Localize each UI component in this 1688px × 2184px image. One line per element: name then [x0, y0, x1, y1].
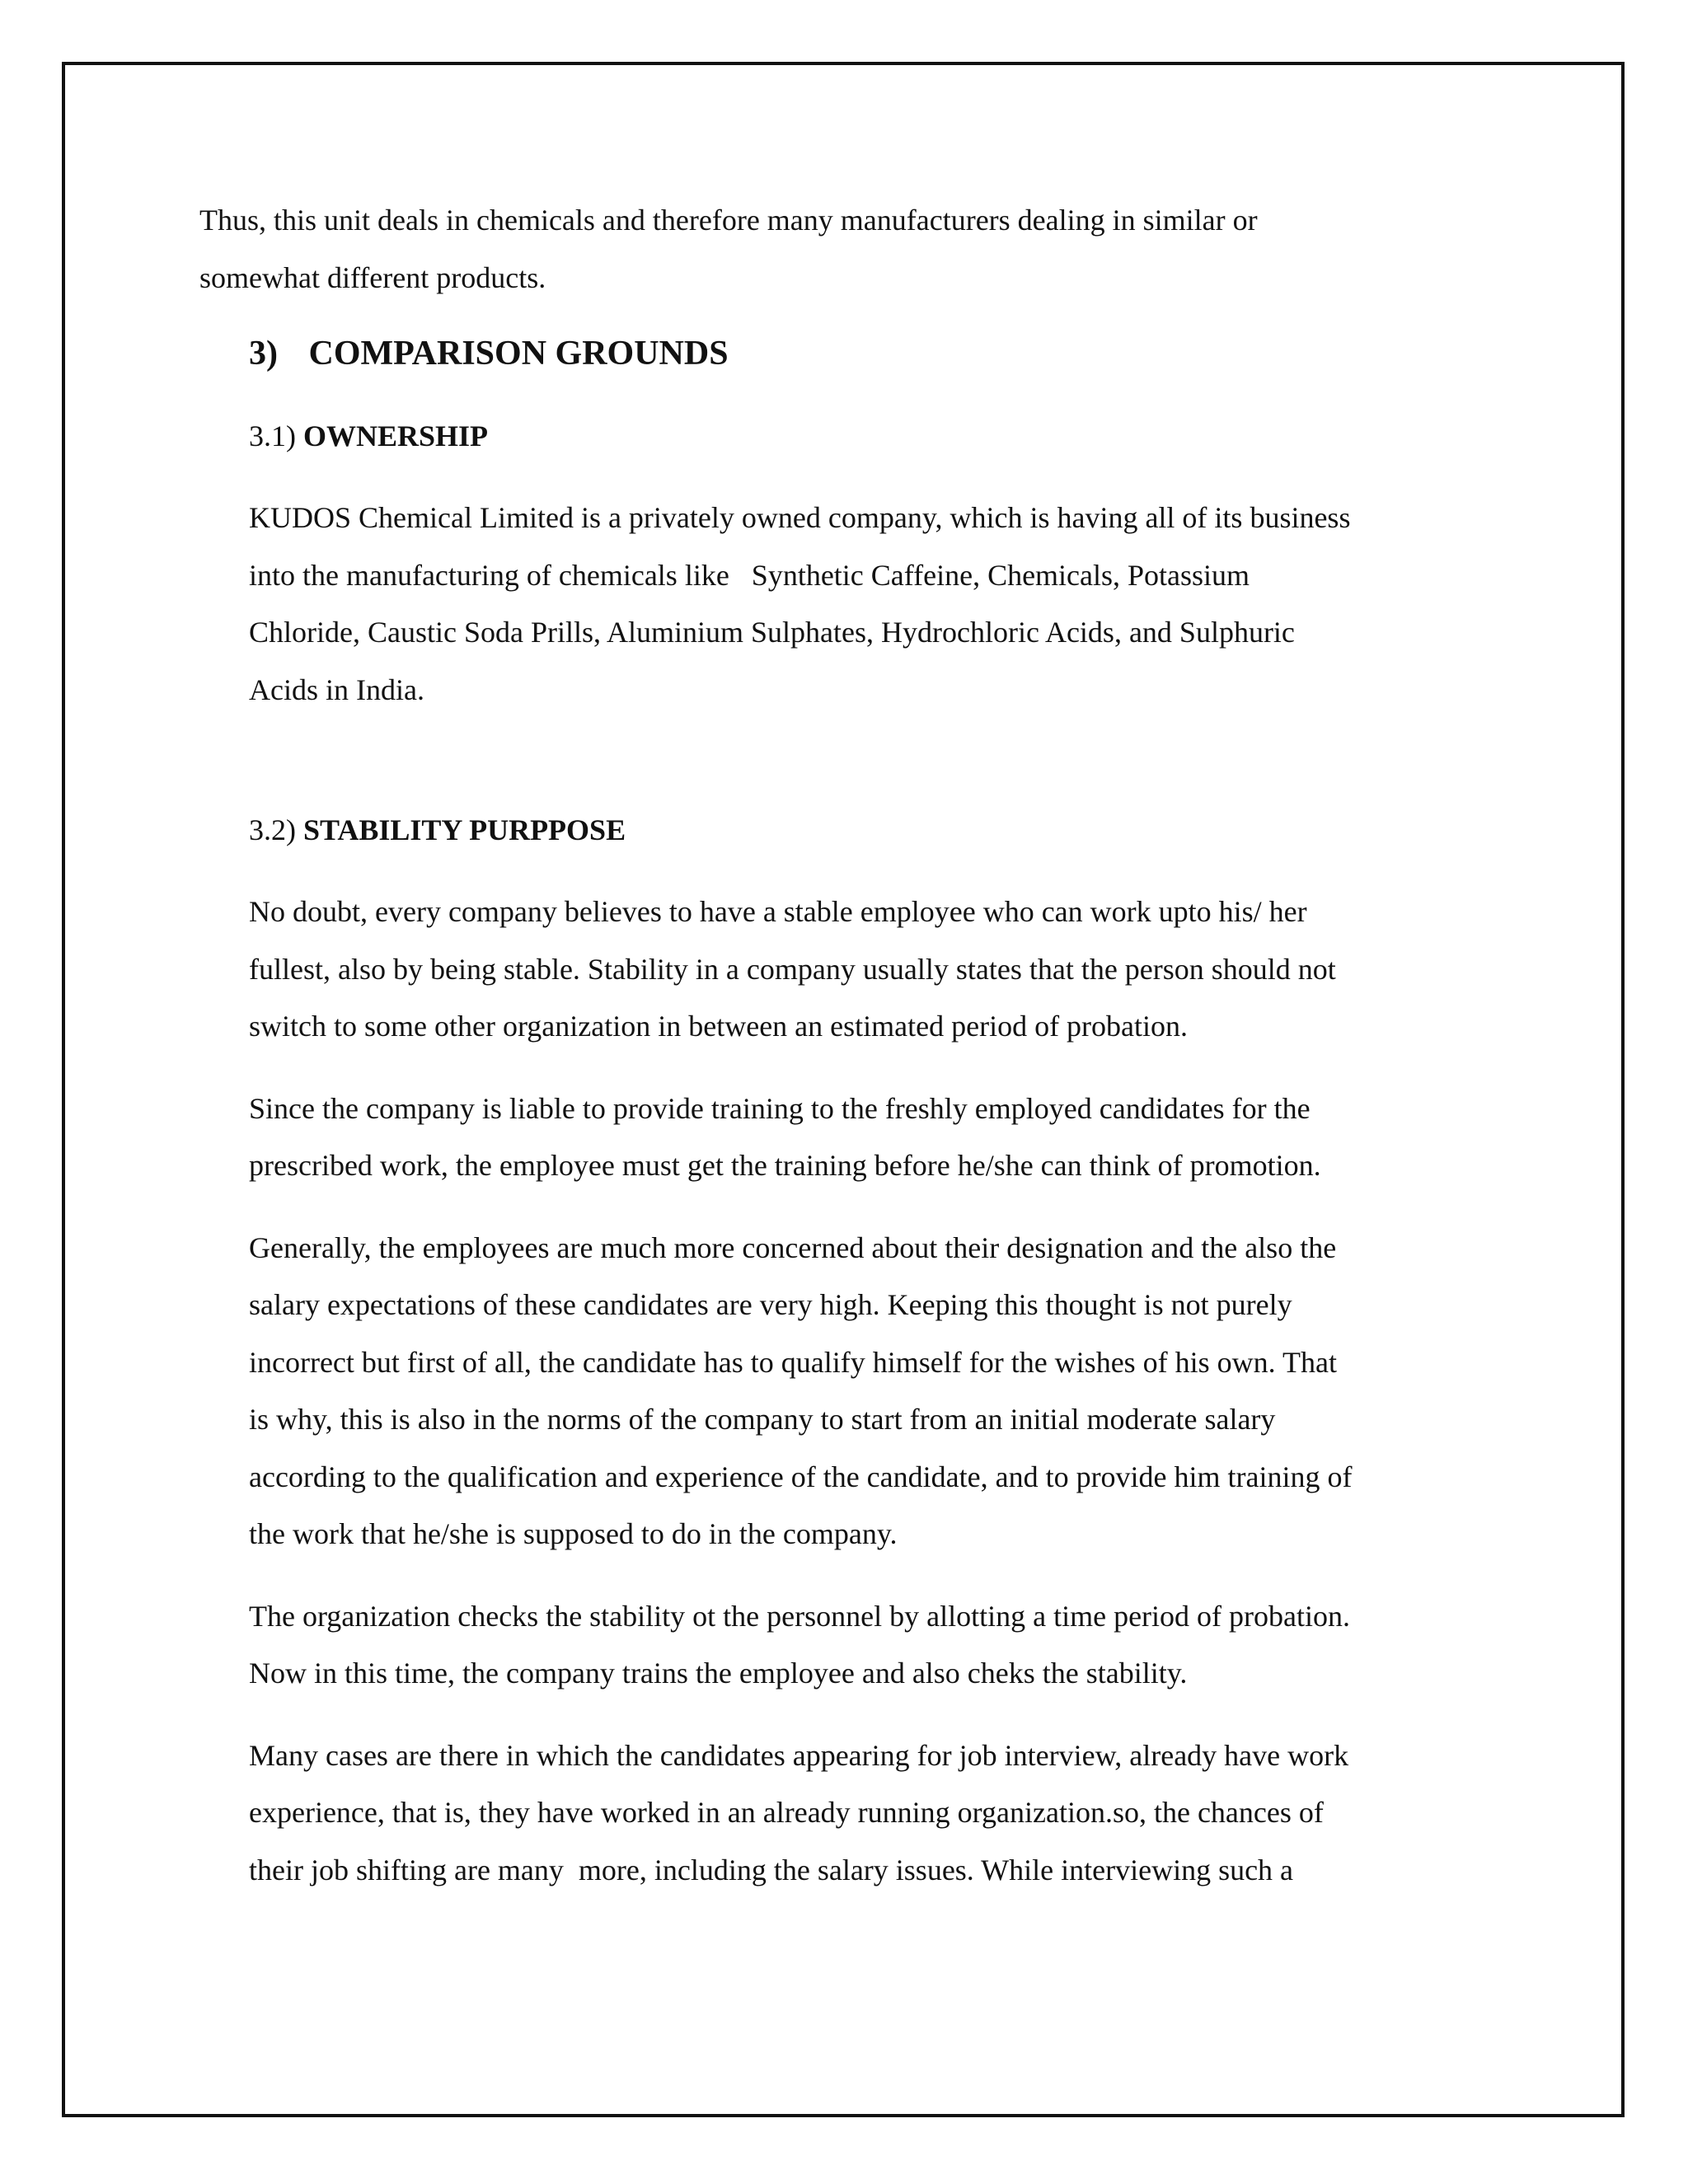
text-line: into the manufacturing of chemicals like Synthetic Caffeine, Chemicals, Potassium — [249, 558, 1250, 592]
stability-paragraph-1 — [249, 883, 1518, 1056]
text-line: fullest, also by being stable. Stability in a company usually states that the person should not — [249, 952, 1336, 986]
subsection-stability — [249, 801, 1518, 1899]
ownership-paragraph — [249, 490, 1518, 719]
subheading-stability — [249, 801, 1518, 859]
section-heading — [249, 325, 1518, 382]
subheading-title: OWNERSHIP — [303, 419, 489, 452]
stability-paragraph-3 — [249, 1220, 1518, 1563]
text-line: the work that he/she is supposed to do in the company. — [249, 1517, 898, 1550]
stability-paragraph-2 — [249, 1080, 1518, 1195]
section-number: 3) — [249, 335, 278, 373]
stability-paragraph-5 — [249, 1727, 1518, 1900]
stability-paragraph-4 — [249, 1588, 1518, 1703]
text-line: No doubt, every company believes to have a stable employee who can work upto his/ her — [249, 895, 1307, 928]
text-line: is why, this is also in the norms of the company to start from an initial moderate salary — [249, 1403, 1276, 1436]
text-line: Chloride, Caustic Soda Prills, Aluminium Sulphates, Hydrochloric Acids, and Sulphuric — [249, 616, 1295, 649]
text-line: Many cases are there in which the candidates appearing for job interview, already have work — [249, 1738, 1349, 1772]
subheading-number: 3.1) — [249, 419, 296, 452]
text-line: Generally, the employees are much more concerned about their designation and the also the — [249, 1230, 1337, 1264]
subheading-number: 3.2) — [249, 813, 296, 846]
subheading-ownership — [249, 407, 1518, 465]
text-line: experience, that is, they have worked in an already running organization.so, the chances of — [249, 1796, 1324, 1829]
intro-paragraph — [199, 191, 1518, 307]
text-line: prescribed work, the employee must get the training before he/she can think of promotion. — [249, 1149, 1321, 1182]
document-body — [199, 191, 1518, 1899]
intro-line: Thus, this unit deals in chemicals and therefore many manufacturers dealing in similar or — [199, 204, 1258, 237]
text-line: The organization checks the stability ot the personnel by allotting a time period of probation. — [249, 1599, 1350, 1633]
text-line: Since the company is liable to provide training to the freshly employed candidates for the — [249, 1091, 1311, 1125]
subheading-title: STABILITY PURPPOSE — [303, 813, 626, 846]
text-line: their job shifting are many more, including the salary issues. While interviewing such a — [249, 1853, 1294, 1886]
text-line: KUDOS Chemical Limited is a privately owned company, which is having all of its business — [249, 501, 1351, 534]
section-title: COMPARISON GROUNDS — [308, 335, 729, 373]
text-line: salary expectations of these candidates are very high. Keeping this thought is not purely — [249, 1288, 1292, 1321]
subsection-ownership — [249, 407, 1518, 719]
text-line: according to the qualification and experience of the candidate, and to provide him training of — [249, 1460, 1353, 1493]
intro-line: somewhat different products. — [199, 261, 546, 294]
text-line: incorrect but first of all, the candidate has to qualify himself for the wishes of his own. That — [249, 1345, 1337, 1379]
text-line: Now in this time, the company trains the employee and also cheks the stability. — [249, 1657, 1188, 1690]
text-line: switch to some other organization in between an estimated period of probation. — [249, 1010, 1189, 1043]
text-line: Acids in India. — [249, 673, 424, 706]
